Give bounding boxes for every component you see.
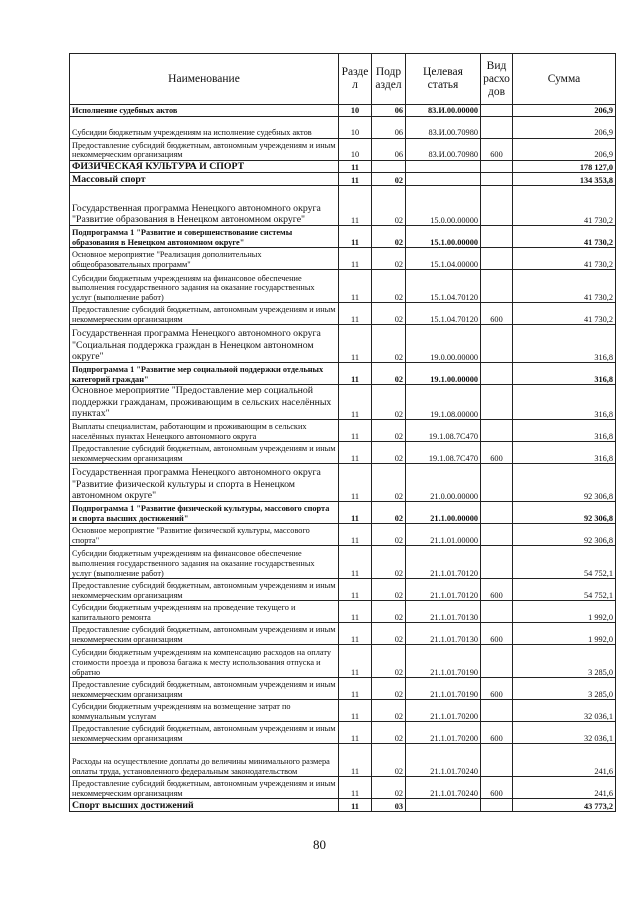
cell-name: Субсидии бюджетным учреждениям на возмещение затрат по коммунальным услугам — [70, 700, 339, 722]
table-row — [70, 464, 616, 502]
cell-target: 21.1.01.70240 — [406, 744, 481, 777]
col-header-sum: Сумма — [513, 54, 616, 105]
cell-razdel: 11 — [339, 524, 372, 546]
cell-target: 21.1.01.70240 — [406, 777, 481, 799]
table-row — [70, 442, 616, 464]
cell-podrazdel: 03 — [372, 799, 406, 812]
cell-razdel: 10 — [339, 117, 372, 139]
cell-vid: 600 — [481, 623, 513, 645]
cell-sum: 41 730,2 — [513, 248, 616, 270]
table-header-row — [70, 54, 616, 105]
cell-vid: 600 — [481, 678, 513, 700]
table-row — [70, 420, 616, 442]
table-row — [70, 546, 616, 579]
table-row — [70, 799, 616, 812]
cell-podrazdel: 06 — [372, 105, 406, 117]
table-body — [70, 105, 616, 812]
cell-razdel: 11 — [339, 363, 372, 385]
cell-vid — [481, 546, 513, 579]
cell-podrazdel: 06 — [372, 117, 406, 139]
cell-name: Основное мероприятие "Предоставление мер социальной поддержки гражданам, проживающим в сельских населённых пунктах" — [70, 385, 339, 420]
cell-sum: 92 306,8 — [513, 502, 616, 524]
col-header-vid: Вид расхо дов — [481, 54, 513, 105]
table-row — [70, 105, 616, 117]
cell-name: Подпрограмма 1 "Развитие мер социальной поддержки отдельных категорий граждан" — [70, 363, 339, 385]
cell-razdel: 11 — [339, 799, 372, 812]
cell-podrazdel — [372, 161, 406, 173]
cell-name: Спорт высших достижений — [70, 799, 339, 812]
cell-podrazdel: 02 — [372, 173, 406, 186]
cell-sum: 316,8 — [513, 420, 616, 442]
cell-razdel: 11 — [339, 303, 372, 325]
cell-sum: 92 306,8 — [513, 524, 616, 546]
table-row — [70, 645, 616, 678]
cell-razdel: 11 — [339, 161, 372, 173]
table-row — [70, 186, 616, 226]
cell-sum: 3 285,0 — [513, 678, 616, 700]
cell-razdel: 11 — [339, 502, 372, 524]
cell-target: 83.И.00.70980 — [406, 139, 481, 161]
table-row — [70, 744, 616, 777]
cell-razdel: 11 — [339, 248, 372, 270]
cell-podrazdel: 02 — [372, 744, 406, 777]
cell-target: 21.1.01.70120 — [406, 546, 481, 579]
cell-razdel: 10 — [339, 139, 372, 161]
cell-target: 19.1.08.7С470 — [406, 420, 481, 442]
cell-podrazdel: 02 — [372, 270, 406, 303]
cell-sum: 316,8 — [513, 385, 616, 420]
table-row — [70, 303, 616, 325]
table-row — [70, 270, 616, 303]
col-header-name: Наименование — [70, 54, 339, 105]
cell-podrazdel: 02 — [372, 546, 406, 579]
cell-name: Предоставление субсидий бюджетным, автономным учреждениям и иным некоммерческим организациям — [70, 579, 339, 601]
cell-target: 21.1.00.00000 — [406, 502, 481, 524]
cell-vid — [481, 117, 513, 139]
cell-name: Государственная программа Ненецкого автономного округа "Развитие образования в Ненецком автономном округе" — [70, 186, 339, 226]
cell-razdel: 11 — [339, 546, 372, 579]
table-row — [70, 579, 616, 601]
cell-sum: 206,9 — [513, 105, 616, 117]
cell-razdel: 11 — [339, 722, 372, 744]
cell-vid: 600 — [481, 303, 513, 325]
cell-sum: 41 730,2 — [513, 186, 616, 226]
cell-podrazdel: 02 — [372, 385, 406, 420]
cell-name: Подпрограмма 1 "Развитие и совершенствование системы образования в Ненецком автономном округе" — [70, 226, 339, 248]
cell-razdel: 11 — [339, 777, 372, 799]
cell-podrazdel: 02 — [372, 325, 406, 363]
cell-target: 19.1.00.00000 — [406, 363, 481, 385]
cell-vid: 600 — [481, 722, 513, 744]
cell-target: 21.1.01.70130 — [406, 601, 481, 623]
cell-vid — [481, 744, 513, 777]
cell-target: 21.1.01.00000 — [406, 524, 481, 546]
cell-target: 15.1.04.70120 — [406, 270, 481, 303]
cell-vid — [481, 173, 513, 186]
cell-target: 15.1.04.70120 — [406, 303, 481, 325]
cell-sum: 43 773,2 — [513, 799, 616, 812]
cell-vid — [481, 161, 513, 173]
table-row — [70, 226, 616, 248]
cell-name: Основное мероприятие "Развитие физической культуры, массового спорта" — [70, 524, 339, 546]
cell-sum: 54 752,1 — [513, 546, 616, 579]
cell-podrazdel: 02 — [372, 777, 406, 799]
table-row — [70, 248, 616, 270]
cell-razdel: 11 — [339, 623, 372, 645]
cell-razdel: 11 — [339, 464, 372, 502]
cell-sum: 41 730,2 — [513, 270, 616, 303]
cell-sum: 92 306,8 — [513, 464, 616, 502]
table-row — [70, 678, 616, 700]
col-header-target: Целевая статья — [406, 54, 481, 105]
cell-target: 19.0.00.00000 — [406, 325, 481, 363]
cell-sum: 241,6 — [513, 744, 616, 777]
cell-vid — [481, 385, 513, 420]
cell-vid — [481, 363, 513, 385]
budget-table — [69, 53, 616, 812]
cell-podrazdel: 02 — [372, 623, 406, 645]
cell-razdel: 11 — [339, 325, 372, 363]
cell-target: 21.1.01.70130 — [406, 623, 481, 645]
cell-target: 83.И.00.70980 — [406, 117, 481, 139]
cell-target: 19.1.08.00000 — [406, 385, 481, 420]
cell-name: Подпрограмма 1 "Развитие физической культуры, массового спорта и спорта высших достижений" — [70, 502, 339, 524]
table-row — [70, 161, 616, 173]
cell-razdel: 11 — [339, 226, 372, 248]
cell-name: Субсидии бюджетным учреждениям на финансовое обеспечение выполнения государственного задания на оказание государственных услуг (выполнение работ) — [70, 270, 339, 303]
cell-razdel: 11 — [339, 700, 372, 722]
cell-sum: 206,9 — [513, 117, 616, 139]
cell-target: 21.1.01.70200 — [406, 722, 481, 744]
col-header-razdel: Разде л — [339, 54, 372, 105]
cell-sum: 32 036,1 — [513, 722, 616, 744]
cell-podrazdel: 02 — [372, 524, 406, 546]
cell-sum: 206,9 — [513, 139, 616, 161]
table-row — [70, 777, 616, 799]
cell-name: Предоставление субсидий бюджетным, автономным учреждениям и иным некоммерческим организациям — [70, 722, 339, 744]
cell-vid — [481, 226, 513, 248]
cell-name: Основное мероприятие "Реализация дополнительных общеобразовательных программ" — [70, 248, 339, 270]
cell-name: ФИЗИЧЕСКАЯ КУЛЬТУРА И СПОРТ — [70, 161, 339, 173]
cell-name: Выплаты специалистам, работающим и проживающим в сельских населённых пунктах Ненецкого автономного округа — [70, 420, 339, 442]
cell-sum: 316,8 — [513, 442, 616, 464]
cell-razdel: 11 — [339, 385, 372, 420]
cell-razdel: 11 — [339, 645, 372, 678]
cell-sum: 41 730,2 — [513, 226, 616, 248]
cell-razdel: 11 — [339, 678, 372, 700]
cell-vid: 600 — [481, 442, 513, 464]
cell-podrazdel: 02 — [372, 678, 406, 700]
cell-target — [406, 799, 481, 812]
table-row — [70, 117, 616, 139]
cell-vid — [481, 464, 513, 502]
table-row — [70, 385, 616, 420]
cell-vid — [481, 524, 513, 546]
cell-target: 15.1.00.00000 — [406, 226, 481, 248]
cell-name: Предоставление субсидий бюджетным, автономным учреждениям и иным некоммерческим организациям — [70, 303, 339, 325]
cell-vid: 600 — [481, 139, 513, 161]
cell-target: 21.1.01.70190 — [406, 678, 481, 700]
cell-podrazdel: 02 — [372, 464, 406, 502]
cell-vid — [481, 186, 513, 226]
cell-vid — [481, 799, 513, 812]
cell-sum: 316,8 — [513, 363, 616, 385]
col-header-podrazdel: Подр аздел — [372, 54, 406, 105]
cell-vid — [481, 700, 513, 722]
cell-podrazdel: 02 — [372, 502, 406, 524]
cell-name: Предоставление субсидий бюджетным, автономным учреждениям и иным некоммерческим организациям — [70, 777, 339, 799]
cell-podrazdel: 02 — [372, 645, 406, 678]
table-row — [70, 700, 616, 722]
cell-name: Субсидии бюджетным учреждениям на проведение текущего и капитального ремонта — [70, 601, 339, 623]
cell-target — [406, 173, 481, 186]
cell-vid: 600 — [481, 777, 513, 799]
cell-vid — [481, 420, 513, 442]
cell-sum: 54 752,1 — [513, 579, 616, 601]
cell-sum: 41 730,2 — [513, 303, 616, 325]
cell-target: 21.1.01.70120 — [406, 579, 481, 601]
cell-podrazdel: 02 — [372, 248, 406, 270]
table-row — [70, 502, 616, 524]
cell-vid — [481, 325, 513, 363]
cell-vid — [481, 270, 513, 303]
cell-razdel: 11 — [339, 442, 372, 464]
cell-podrazdel: 02 — [372, 363, 406, 385]
cell-podrazdel: 02 — [372, 186, 406, 226]
cell-razdel: 11 — [339, 186, 372, 226]
cell-vid — [481, 105, 513, 117]
cell-sum: 1 992,0 — [513, 623, 616, 645]
cell-sum: 32 036,1 — [513, 700, 616, 722]
cell-target: 15.1.04.00000 — [406, 248, 481, 270]
cell-vid — [481, 502, 513, 524]
table-row — [70, 363, 616, 385]
cell-sum: 134 353,8 — [513, 173, 616, 186]
cell-target: 21.1.01.70200 — [406, 700, 481, 722]
cell-razdel: 10 — [339, 105, 372, 117]
cell-target: 21.1.01.70190 — [406, 645, 481, 678]
cell-name: Предоставление субсидий бюджетным, автономным учреждениям и иным некоммерческим организациям — [70, 678, 339, 700]
cell-vid: 600 — [481, 579, 513, 601]
cell-name: Субсидии бюджетным учреждениям на финансовое обеспечение выполнения государственного задания на оказание государственных услуг (выполнение работ) — [70, 546, 339, 579]
cell-sum: 241,6 — [513, 777, 616, 799]
table-row — [70, 722, 616, 744]
cell-podrazdel: 02 — [372, 442, 406, 464]
cell-target: 21.0.00.00000 — [406, 464, 481, 502]
cell-target: 83.И.00.00000 — [406, 105, 481, 117]
cell-name: Предоставление субсидий бюджетным, автономным учреждениям и иным некоммерческим организациям — [70, 623, 339, 645]
cell-podrazdel: 02 — [372, 303, 406, 325]
cell-name: Субсидии бюджетным учреждениям на компенсацию расходов на оплату стоимости проезда и провоза багажа к месту использования отпуска и обратно — [70, 645, 339, 678]
cell-sum: 316,8 — [513, 325, 616, 363]
cell-vid — [481, 645, 513, 678]
cell-name: Исполнение судебных актов — [70, 105, 339, 117]
table-row — [70, 173, 616, 186]
cell-razdel: 11 — [339, 270, 372, 303]
cell-name: Предоставление субсидий бюджетным, автономным учреждениям и иным некоммерческим организациям — [70, 139, 339, 161]
table-row — [70, 601, 616, 623]
cell-podrazdel: 06 — [372, 139, 406, 161]
cell-sum: 178 127,0 — [513, 161, 616, 173]
cell-podrazdel: 02 — [372, 722, 406, 744]
cell-target: 15.0.00.00000 — [406, 186, 481, 226]
cell-name: Предоставление субсидий бюджетным, автономным учреждениям и иным некоммерческим организациям — [70, 442, 339, 464]
cell-podrazdel: 02 — [372, 579, 406, 601]
cell-vid — [481, 601, 513, 623]
page-number: 80 — [313, 837, 326, 852]
cell-target: 19.1.08.7С470 — [406, 442, 481, 464]
cell-razdel: 11 — [339, 579, 372, 601]
cell-target — [406, 161, 481, 173]
cell-podrazdel: 02 — [372, 700, 406, 722]
cell-podrazdel: 02 — [372, 420, 406, 442]
table-row — [70, 623, 616, 645]
cell-name: Массовый спорт — [70, 173, 339, 186]
cell-sum: 3 285,0 — [513, 645, 616, 678]
table-row — [70, 524, 616, 546]
cell-podrazdel: 02 — [372, 226, 406, 248]
cell-name: Расходы на осуществление доплаты до величины минимального размера оплаты труда, установленного федеральным законодательством — [70, 744, 339, 777]
table-row — [70, 325, 616, 363]
cell-name: Государственная программа Ненецкого автономного округа "Социальная поддержка граждан в Ненецком автономном округе" — [70, 325, 339, 363]
cell-razdel: 11 — [339, 601, 372, 623]
cell-razdel: 11 — [339, 744, 372, 777]
cell-razdel: 11 — [339, 420, 372, 442]
cell-sum: 1 992,0 — [513, 601, 616, 623]
cell-razdel: 11 — [339, 173, 372, 186]
cell-podrazdel: 02 — [372, 601, 406, 623]
cell-vid — [481, 248, 513, 270]
cell-name: Государственная программа Ненецкого автономного округа "Развитие физической культуры и спорта в Ненецком автономном округе" — [70, 464, 339, 502]
table-row — [70, 139, 616, 161]
cell-name: Субсидии бюджетным учреждениям на исполнение судебных актов — [70, 117, 339, 139]
